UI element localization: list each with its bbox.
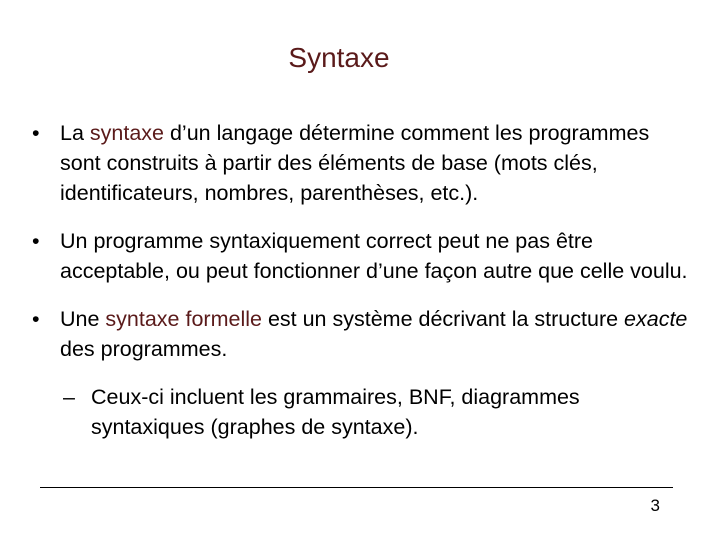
bullet-3-post: des programmes. <box>60 337 228 361</box>
sub-bullet-text: Ceux-ci incluent les grammaires, BNF, diagrammes syntaxiques (graphes de syntaxe). <box>91 385 580 439</box>
bullet-icon: • <box>32 307 40 331</box>
bullet-icon: • <box>32 121 40 145</box>
bullet-3-mid: est un système décrivant la structure <box>261 307 625 331</box>
bullet-1-post: d’un langage détermine comment les programmes sont construits à partir des éléments de base (mots clés, identificateurs, nombres, parenthèses, etc.). <box>60 121 650 205</box>
sub-bullet-item <box>32 382 692 442</box>
footer-divider <box>40 487 673 488</box>
bullet-item-3 <box>32 304 692 364</box>
dash-icon: – <box>63 385 75 409</box>
bullet-3-highlight: syntaxe formelle <box>105 307 262 331</box>
bullet-item-2 <box>32 226 692 286</box>
bullet-item-1 <box>32 118 692 208</box>
bullet-3-italic: exacte <box>624 307 688 331</box>
slide-title: Syntaxe <box>288 42 390 73</box>
slide-body <box>32 118 692 442</box>
page-number: 3 <box>650 496 660 515</box>
bullet-2-text: Un programme syntaxiquement correct peut ne pas être acceptable, ou peut fonctionner d’une façon autre que celle voulu. <box>60 229 688 283</box>
bullet-3-pre: Une <box>60 307 106 331</box>
bullet-1-highlight: syntaxe <box>89 121 164 145</box>
bullet-1-pre: La <box>60 121 90 145</box>
bullet-icon: • <box>32 229 40 253</box>
